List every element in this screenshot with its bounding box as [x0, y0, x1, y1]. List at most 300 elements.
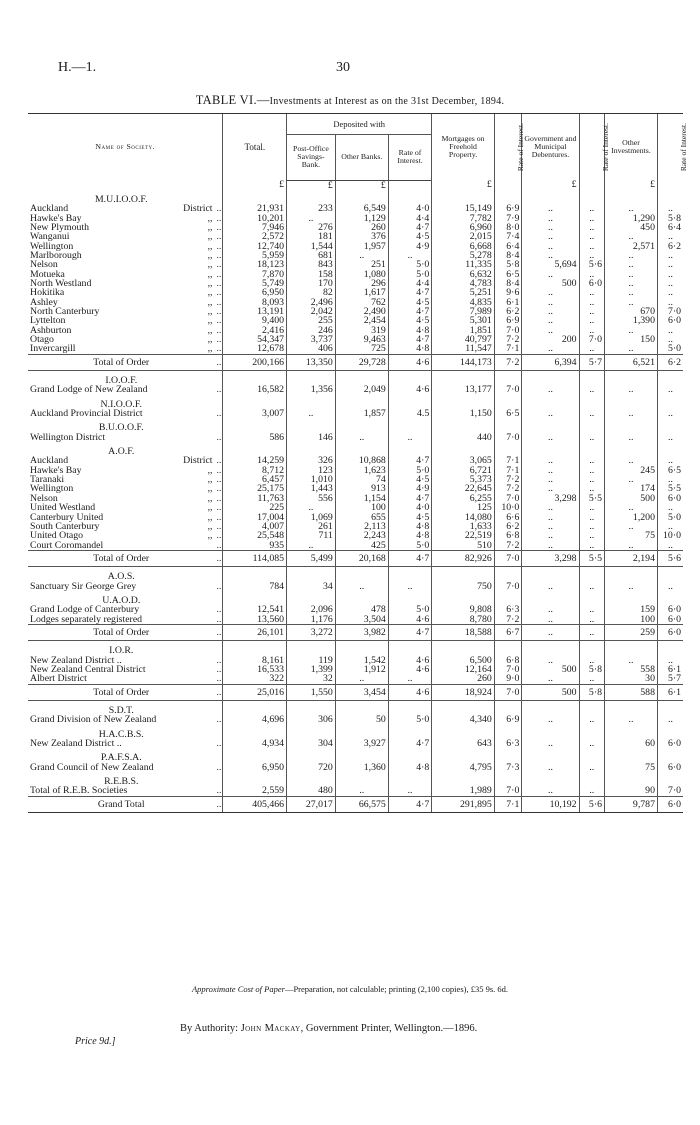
leader-dots: .. — [216, 408, 222, 420]
cost-note — [0, 984, 700, 994]
group-name: I.O.R. — [28, 641, 215, 656]
leader-dots: .. — [216, 305, 222, 317]
value-other-banks: 425 — [335, 541, 388, 551]
society-row — [28, 582, 683, 591]
value-post-office: 306 — [287, 715, 336, 724]
value-rate-banks: 5·0 — [388, 715, 431, 724]
empty-cell — [388, 190, 431, 204]
value-mortgages: 2,015 — [432, 232, 495, 241]
society-name — [28, 251, 215, 260]
value-rate-mortgages: 6·2 — [494, 307, 522, 316]
value-mortgages: 1,633 — [432, 522, 495, 531]
society-row — [28, 307, 683, 316]
value-debentures: .. — [522, 409, 579, 418]
empty-cell — [335, 641, 388, 656]
empty-cell — [657, 371, 683, 386]
leader-dots: .. — [216, 714, 222, 726]
society-row — [28, 656, 683, 665]
empty-cell — [604, 190, 657, 204]
value-total: 16,582 — [223, 385, 287, 394]
empty-cell — [432, 567, 495, 582]
empty-cell — [335, 591, 388, 605]
empty-cell — [223, 591, 287, 605]
empty-cell — [579, 701, 604, 716]
society-row — [28, 763, 683, 772]
value-other-banks: 10,868 — [335, 456, 388, 465]
value-rate-banks: 4·7 — [388, 624, 431, 640]
value-mortgages: 18,924 — [432, 684, 495, 700]
value-rate-mortgages: 7·2 — [494, 475, 522, 484]
price-label: Price 9d.] — [75, 1036, 116, 1047]
col-rate-2: Rate of Interest. — [579, 114, 604, 181]
society-name-text: Total of Order — [93, 686, 150, 698]
value-mortgages: 13,177 — [432, 385, 495, 394]
value-rate-mortgages: 6·2 — [494, 522, 522, 531]
value-other-banks: 100 — [335, 503, 388, 512]
value-debentures: .. — [522, 674, 579, 684]
leader-dots: .. — [215, 550, 223, 566]
value-other-investments: 500 — [604, 494, 657, 503]
value-total: 18,123 — [223, 260, 287, 269]
empty-cell — [335, 748, 388, 762]
value-mortgages: 5,301 — [432, 316, 495, 325]
value-post-office: 233 — [287, 204, 336, 213]
value-rate-other: .. — [657, 715, 683, 724]
society-name-text: Nelson — [30, 493, 58, 504]
society-name — [28, 214, 215, 223]
value-other-banks: .. — [335, 786, 388, 796]
value-rate-debentures: .. — [579, 763, 604, 772]
empty-cell — [604, 371, 657, 386]
value-other-investments: 90 — [604, 786, 657, 796]
leader-dots: .. — [216, 539, 222, 551]
value-mortgages: 9,808 — [432, 605, 495, 614]
value-rate-banks: 4·0 — [388, 204, 431, 213]
group-name: A.O.S. — [28, 567, 215, 582]
value-other-banks: 251 — [335, 260, 388, 269]
value-post-office: 1,069 — [287, 513, 336, 522]
society-name-text: Lyttelton — [30, 316, 66, 326]
empty-cell — [388, 701, 431, 716]
value-other-investments: .. — [604, 503, 657, 512]
value-rate-banks: 4·8 — [388, 326, 431, 335]
district-label: ,, — [207, 475, 213, 485]
society-group-heading — [28, 442, 683, 456]
society-name — [28, 715, 215, 724]
value-other-banks: 319 — [335, 326, 388, 335]
leader-dots: .. — [216, 231, 222, 243]
value-rate-mortgages: 7·2 — [494, 335, 522, 344]
value-mortgages: 144,173 — [432, 354, 495, 370]
society-name-text: Motueka — [30, 269, 65, 279]
value-post-office: 2,496 — [287, 298, 336, 307]
empty-cell — [335, 418, 388, 432]
leader-dots: .. — [216, 315, 222, 327]
society-name-text: Hawke's Bay — [30, 213, 82, 223]
group-spacer — [215, 725, 223, 739]
value-rate-mortgages: 8·4 — [494, 279, 522, 288]
society-row — [28, 232, 683, 241]
society-row — [28, 494, 683, 503]
value-rate-banks: 4.5 — [388, 409, 431, 418]
value-rate-banks: 4·4 — [388, 279, 431, 288]
value-other-investments: .. — [604, 475, 657, 484]
society-name-text: Marlborough — [30, 250, 82, 261]
value-mortgages: 750 — [432, 582, 495, 591]
value-total: 12,740 — [223, 242, 287, 251]
value-rate-debentures: .. — [579, 409, 604, 418]
society-row — [28, 288, 683, 297]
value-debentures: .. — [522, 298, 579, 307]
district-label: ,, — [207, 493, 213, 504]
empty-cell — [287, 418, 336, 432]
value-rate-banks: 4·8 — [388, 531, 431, 540]
empty-cell — [522, 418, 579, 432]
value-rate-debentures: .. — [579, 298, 604, 307]
empty-cell — [223, 190, 287, 204]
society-name-text: North Westland — [30, 278, 92, 289]
empty-cell — [335, 190, 388, 204]
value-rate-mortgages: 7·3 — [494, 763, 522, 772]
value-rate-other: 6·5 — [657, 466, 683, 475]
empty-cell — [335, 371, 388, 386]
grand-total-row — [28, 796, 683, 812]
value-total: 5,959 — [223, 251, 287, 260]
empty-cell — [604, 701, 657, 716]
value-mortgages: 4,795 — [432, 763, 495, 772]
empty-cell — [522, 371, 579, 386]
value-debentures: .. — [522, 786, 579, 796]
society-name — [28, 223, 215, 232]
leader-dots: .. — [216, 259, 222, 271]
value-debentures: 3,298 — [522, 494, 579, 503]
authority-suffix: , Government Printer, Wellington.—1896. — [300, 1023, 478, 1034]
society-row — [28, 531, 683, 540]
society-name — [28, 615, 215, 625]
value-rate-other: 5·0 — [657, 344, 683, 354]
leader-dots: .. — [216, 738, 222, 750]
value-rate-debentures: .. — [579, 522, 604, 531]
value-rate-banks: 4·6 — [388, 354, 431, 370]
society-name — [28, 279, 215, 288]
society-name-text: Wellington District — [30, 432, 106, 443]
value-other-investments: 150 — [604, 335, 657, 344]
leader-dots: .. — [216, 520, 222, 532]
value-rate-mortgages: 10·0 — [494, 503, 522, 512]
value-other-investments: 30 — [604, 674, 657, 684]
empty-cell — [494, 395, 522, 409]
value-rate-mortgages: 6·6 — [494, 513, 522, 522]
value-post-office: 1,399 — [287, 665, 336, 674]
society-name — [28, 522, 215, 531]
society-name-text: Grand Lodge of Canterbury — [30, 605, 140, 615]
empty-cell — [223, 725, 287, 739]
society-name-text: New Zealand Central District — [30, 664, 146, 675]
value-other-investments: .. — [604, 582, 657, 591]
value-other-investments: 159 — [604, 605, 657, 614]
empty-cell — [604, 418, 657, 432]
value-rate-banks: 4·8 — [388, 522, 431, 531]
empty-cell — [579, 725, 604, 739]
value-total: 8,712 — [223, 466, 287, 475]
value-mortgages: 260 — [432, 674, 495, 684]
value-mortgages: 7,782 — [432, 214, 495, 223]
value-rate-other: .. — [657, 409, 683, 418]
society-name-text: Lodges separately registered — [30, 614, 143, 625]
society-name-text: United Otago — [30, 531, 84, 541]
value-post-office: 1,176 — [287, 615, 336, 625]
value-rate-mortgages: 7·0 — [494, 786, 522, 796]
society-name — [28, 503, 215, 512]
value-total: 784 — [223, 582, 287, 591]
group-spacer — [215, 701, 223, 716]
value-post-office: 1,443 — [287, 484, 336, 493]
value-other-investments: 9,787 — [604, 796, 657, 812]
value-debentures: 200 — [522, 335, 579, 344]
leader-dots: .. — [216, 673, 222, 685]
leader-dots: .. — [216, 268, 222, 280]
empty-cell — [432, 442, 495, 456]
society-name-text: Hokitika — [30, 288, 65, 298]
value-total: 10,201 — [223, 214, 287, 223]
group-name: A.O.F. — [108, 446, 135, 458]
society-row — [28, 344, 683, 354]
value-rate-debentures: 5·5 — [579, 494, 604, 503]
value-mortgages: 643 — [432, 739, 495, 748]
value-debentures: .. — [522, 522, 579, 531]
society-name — [28, 665, 215, 674]
society-row — [28, 214, 683, 223]
society-name-text: New Zealand District .. — [30, 655, 122, 665]
value-rate-mortgages: 7·0 — [494, 582, 522, 591]
empty-cell — [579, 748, 604, 762]
leader-dots: .. — [216, 431, 222, 443]
value-mortgages: 4,340 — [432, 715, 495, 724]
leader-dots: .. — [216, 761, 222, 773]
value-rate-debentures: .. — [579, 232, 604, 241]
page-header — [0, 60, 700, 80]
value-total: 2,572 — [223, 232, 287, 241]
value-other-banks: 1,129 — [335, 214, 388, 223]
value-rate-other: 6·0 — [657, 605, 683, 614]
value-other-investments: 100 — [604, 615, 657, 625]
value-debentures: .. — [522, 214, 579, 223]
value-other-banks: 1,154 — [335, 494, 388, 503]
society-row — [28, 715, 683, 724]
empty-cell — [494, 567, 522, 582]
empty-cell — [657, 591, 683, 605]
value-debentures: .. — [522, 251, 579, 260]
group-name: S.D.T. — [28, 701, 215, 716]
empty-cell — [657, 395, 683, 409]
group-spacer — [215, 395, 223, 409]
value-rate-debentures: 7·0 — [579, 335, 604, 344]
value-post-office: 556 — [287, 494, 336, 503]
value-rate-debentures: .. — [579, 531, 604, 540]
value-mortgages: 18,588 — [432, 624, 495, 640]
society-name-text: Ashburton — [30, 325, 72, 335]
district-label: ,, — [207, 484, 213, 494]
empty-cell — [579, 442, 604, 456]
currency-symbol — [657, 180, 683, 190]
empty-cell — [223, 567, 287, 582]
value-total: 16,533 — [223, 665, 287, 674]
value-post-office: 82 — [287, 288, 336, 297]
society-name — [28, 786, 215, 796]
col-other-banks: Other Banks. — [335, 135, 388, 180]
value-rate-other: .. — [657, 298, 683, 307]
empty-cell — [287, 641, 336, 656]
society-row — [28, 270, 683, 279]
value-rate-other: .. — [657, 582, 683, 591]
society-name-text: Total of Order — [93, 626, 150, 638]
value-other-investments: .. — [604, 409, 657, 418]
society-group-heading — [28, 772, 683, 786]
value-rate-banks: 4·8 — [388, 763, 431, 772]
value-rate-banks: 5·0 — [388, 270, 431, 279]
empty-cell — [432, 418, 495, 432]
value-rate-banks: .. — [388, 582, 431, 591]
district-label: ,, — [207, 278, 213, 289]
society-name — [28, 307, 215, 316]
society-row — [28, 260, 683, 269]
value-other-banks: .. — [335, 251, 388, 260]
empty-cell — [604, 567, 657, 582]
value-rate-debentures: .. — [579, 582, 604, 591]
value-other-banks: 1,360 — [335, 763, 388, 772]
empty-cell — [579, 418, 604, 432]
value-rate-mortgages: 7·1 — [494, 344, 522, 354]
society-row — [28, 615, 683, 625]
empty-cell — [494, 591, 522, 605]
empty-cell — [388, 418, 431, 432]
value-total: 25,016 — [223, 684, 287, 700]
value-post-office: 720 — [287, 763, 336, 772]
empty-cell — [432, 772, 495, 786]
district-label: ,, — [207, 344, 213, 355]
empty-cell — [494, 725, 522, 739]
value-rate-debentures: .. — [579, 307, 604, 316]
value-rate-mortgages: 7·0 — [494, 494, 522, 503]
leader-dots: .. — [216, 580, 222, 592]
value-other-investments: 558 — [604, 665, 657, 674]
value-debentures: 10,192 — [522, 796, 579, 812]
value-post-office: 406 — [287, 344, 336, 354]
group-name: H.A.C.B.S. — [98, 728, 144, 740]
value-rate-other: .. — [657, 204, 683, 213]
society-name — [28, 739, 215, 748]
value-rate-other: .. — [657, 335, 683, 344]
empty-cell — [522, 567, 579, 582]
leader-dots: .. — [216, 324, 222, 336]
authority-prefix: By Authority: — [180, 1023, 241, 1034]
value-rate-debentures: .. — [579, 484, 604, 493]
table-title-prefix: TABLE VI.— — [195, 93, 270, 107]
value-rate-debentures: .. — [579, 242, 604, 251]
empty-cell — [657, 418, 683, 432]
society-name — [28, 582, 215, 591]
society-name — [28, 550, 215, 566]
value-post-office: 123 — [287, 466, 336, 475]
value-other-investments: 259 — [604, 624, 657, 640]
value-mortgages: 6,632 — [432, 270, 495, 279]
empty-cell — [432, 725, 495, 739]
value-other-banks: 2,490 — [335, 307, 388, 316]
value-total: 114,085 — [223, 550, 287, 566]
value-rate-banks: 4·7 — [388, 494, 431, 503]
society-name-text: Nelson — [30, 260, 58, 270]
empty-cell — [657, 748, 683, 762]
value-rate-banks: 4·6 — [388, 615, 431, 625]
value-other-banks: 260 — [335, 223, 388, 232]
value-rate-banks: 4·4 — [388, 214, 431, 223]
value-total: 12,541 — [223, 605, 287, 614]
value-other-banks: 2,454 — [335, 316, 388, 325]
value-other-investments: .. — [604, 385, 657, 394]
society-name — [28, 494, 215, 503]
value-rate-mortgages: 9·0 — [494, 674, 522, 684]
value-total: 586 — [223, 433, 287, 442]
value-debentures: 500 — [522, 279, 579, 288]
header-row-1 — [28, 114, 683, 135]
value-total: 14,259 — [223, 456, 287, 465]
value-rate-mortgages: 6·8 — [494, 656, 522, 665]
society-row — [28, 541, 683, 551]
empty-cell — [388, 371, 431, 386]
leader-dots: .. — [215, 684, 223, 700]
value-rate-mortgages: 6·3 — [494, 739, 522, 748]
society-name — [28, 796, 215, 812]
value-mortgages: 4,783 — [432, 279, 495, 288]
col-mortgages: Mortgages on Freehold Property. — [432, 114, 495, 181]
empty-cell — [432, 395, 495, 409]
value-total: 21,931 — [223, 204, 287, 213]
leader-dots: .. — [216, 474, 222, 486]
society-row — [28, 475, 683, 484]
value-mortgages: 4,835 — [432, 298, 495, 307]
value-total: 405,466 — [223, 796, 287, 812]
empty-cell — [388, 567, 431, 582]
value-post-office: 276 — [287, 223, 336, 232]
leader-dots: .. — [216, 334, 222, 345]
value-post-office: 326 — [287, 456, 336, 465]
value-post-office: 255 — [287, 316, 336, 325]
empty-cell — [494, 748, 522, 762]
value-total: 4,007 — [223, 522, 287, 531]
empty-cell — [579, 772, 604, 786]
district-label: District — [183, 456, 213, 466]
value-rate-banks: 4·9 — [388, 484, 431, 493]
value-rate-mortgages: 7·0 — [494, 433, 522, 442]
value-other-investments: .. — [604, 456, 657, 465]
value-other-investments: 174 — [604, 484, 657, 493]
empty-cell — [223, 748, 287, 762]
value-total: 13,191 — [223, 307, 287, 316]
group-name: B.U.O.O.F. — [98, 422, 144, 434]
value-other-investments: .. — [604, 656, 657, 665]
value-debentures: .. — [522, 326, 579, 335]
group-name: M.U.I.O.O.F. — [94, 193, 148, 205]
value-rate-banks: 5·0 — [388, 260, 431, 269]
value-post-office: 2,042 — [287, 307, 336, 316]
value-post-office: 34 — [287, 582, 336, 591]
value-rate-banks: 5·0 — [388, 541, 431, 551]
leader-dots: .. — [216, 464, 222, 476]
value-rate-banks: 4·7 — [388, 307, 431, 316]
value-rate-banks: 4·7 — [388, 739, 431, 748]
value-rate-mortgages: 9·6 — [494, 288, 522, 297]
society-name — [28, 288, 215, 297]
